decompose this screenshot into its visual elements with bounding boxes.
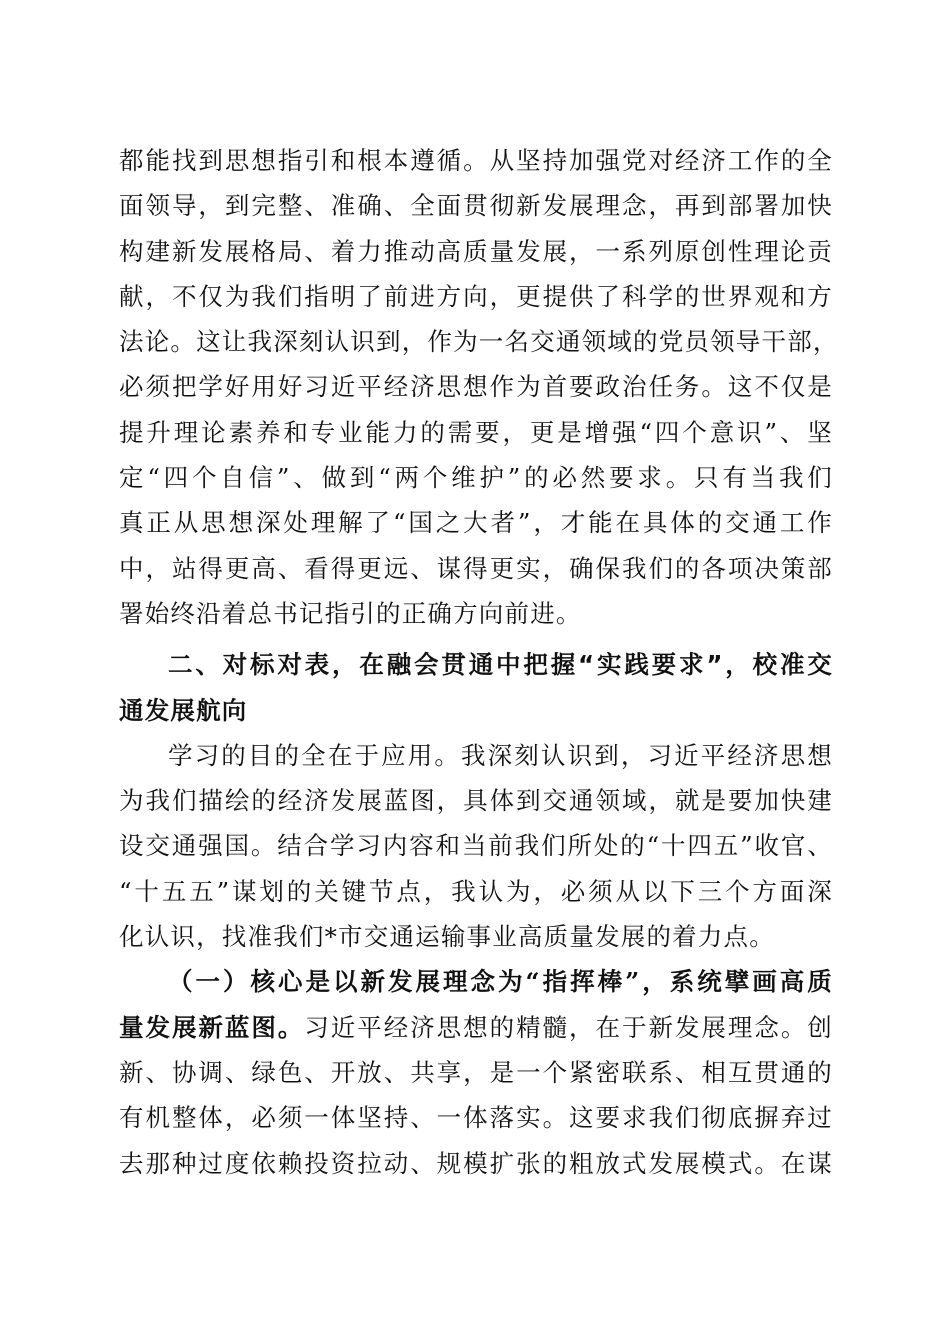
paragraph-3 [119, 959, 833, 1185]
text-line: 新、协调、绿色、开放、共享，是一个紧密联系、相互贯通的 [119, 1057, 833, 1087]
section-heading-2 [119, 642, 833, 733]
text-line: 署始终沿着总书记指引的正确方向前进。 [119, 598, 582, 628]
text-line: 法论。这让我深刻认识到，作为一名交通领域的党员领导干部， [119, 327, 839, 357]
text-line: 设交通强国。结合学习内容和当前我们所处的“十四五”收官、 [119, 831, 833, 861]
paragraph-1 [119, 138, 839, 636]
text-line: 化认识，找准我们*市交通运输事业高质量发展的着力点。 [119, 922, 775, 952]
text-run: 习近平经济思想的精髓，在于新发展理念。创 [304, 1012, 833, 1042]
text-line: 必须把学好用好习近平经济思想作为首要政治任务。这不仅是 [119, 372, 833, 402]
text-line: 真正从思想深处理解了“国之大者”，才能在具体的交通工作 [119, 508, 833, 538]
paragraph-2 [119, 733, 833, 959]
text-line: 提升理论素养和专业能力的需要，更是增强“四个意识”、坚 [119, 417, 833, 447]
subheading-line: （一）核心是以新发展理念为“指挥棒”，系统擘画高质 [168, 967, 833, 997]
text-line: “十五五”谋划的关键节点，我认为，必须从以下三个方面深 [119, 876, 833, 906]
text-line: 为我们描绘的经济发展蓝图，具体到交通领域，就是要加快建 [119, 786, 833, 816]
text-line: 去那种过度依赖投资拉动、规模扩张的粗放式发展模式。在谋 [119, 1148, 833, 1178]
text-line: 定“四个自信”、做到“两个维护”的必然要求。只有当我们 [119, 463, 833, 493]
text-line: 面领导，到完整、准确、全面贯彻新发展理念，再到部署加快 [119, 191, 833, 221]
document-body [119, 138, 839, 1186]
text-line: 献，不仅为我们指明了前进方向，更提供了科学的世界观和方 [119, 281, 833, 311]
text-line: 都能找到思想指引和根本遵循。从坚持加强党对经济工作的全 [119, 146, 833, 175]
text-line: 中，站得更高、看得更远、谋得更实，确保我们的各项决策部 [119, 553, 833, 583]
text-line: 构建新发展格局、着力推动高质量发展，一系列原创性理论贡 [119, 236, 833, 266]
subheading-tail: 量发展新蓝图。 [119, 1012, 305, 1042]
text-line [119, 1005, 833, 1050]
text-line: 学习的目的全在于应用。我深刻认识到，习近平经济思想 [168, 740, 833, 770]
text-line: 有机整体，必须一体坚持、一体落实。这要求我们彻底摒弃过 [119, 1103, 833, 1133]
heading-line: 二、对标对表，在融会贯通中把握“实践要求”，校准交 [168, 650, 833, 680]
heading-line: 通发展航向 [119, 695, 248, 725]
